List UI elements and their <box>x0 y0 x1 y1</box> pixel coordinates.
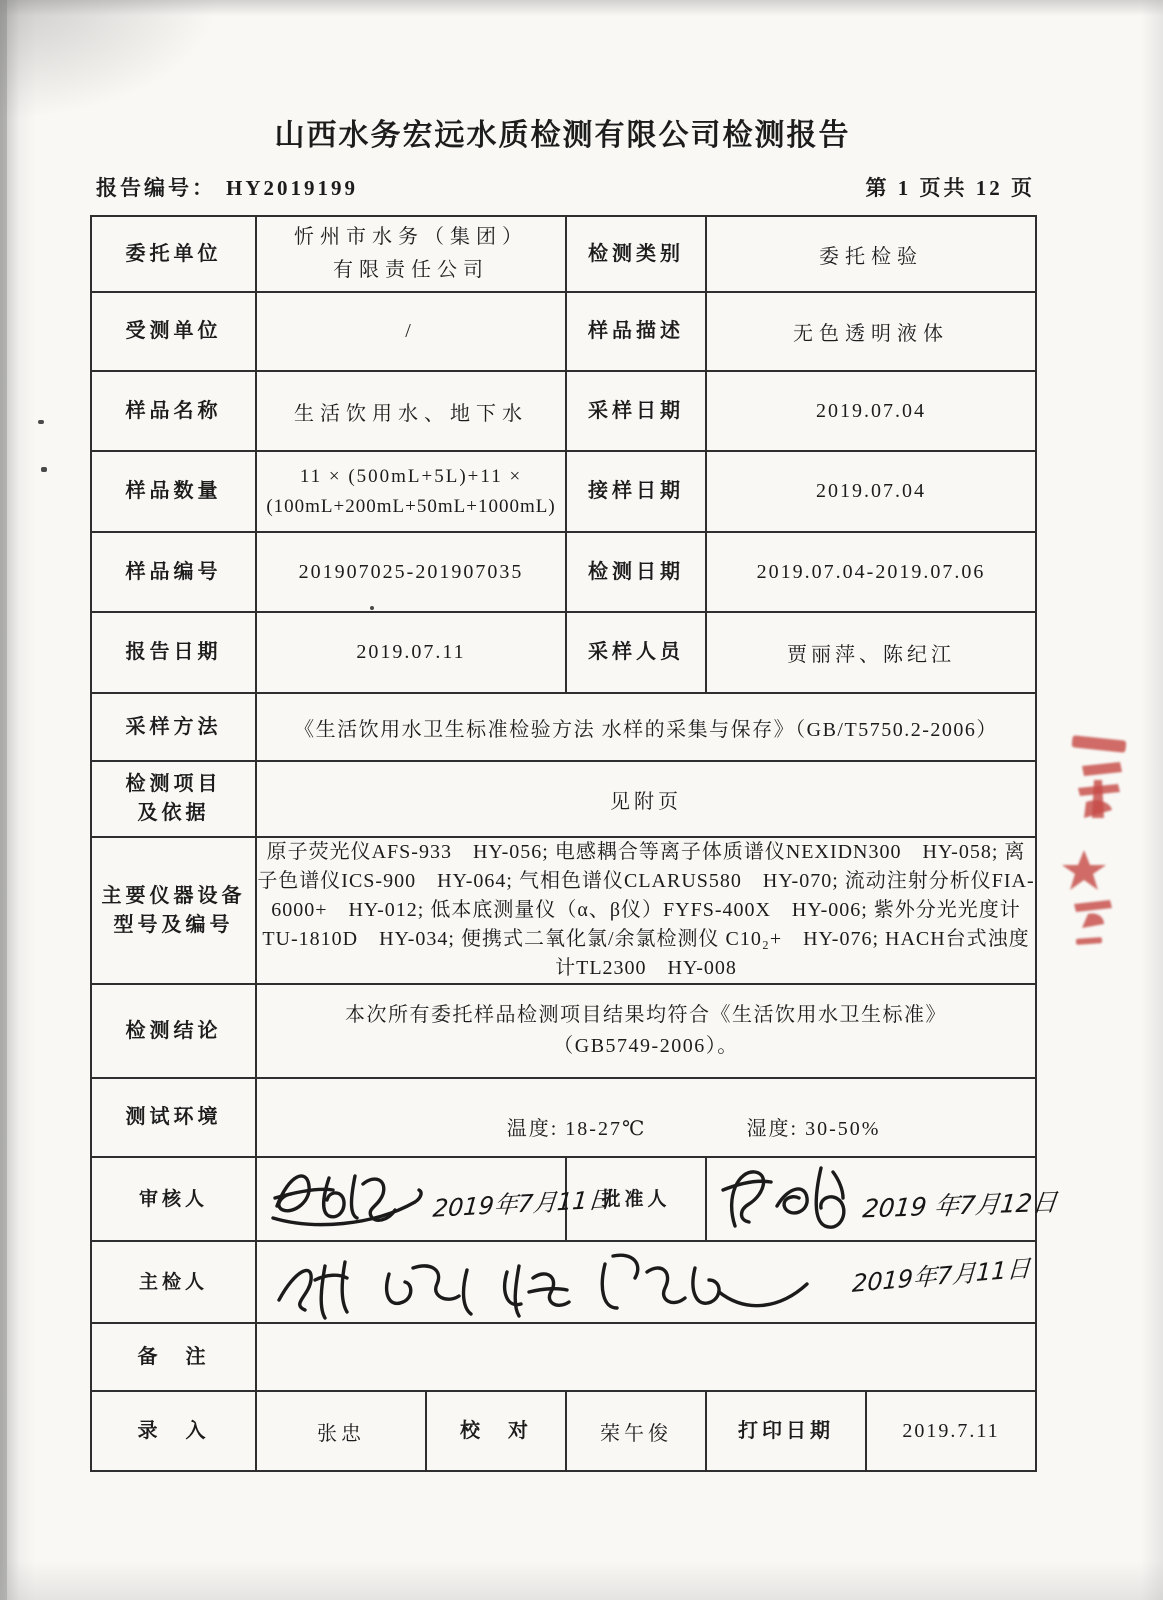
reviewer-date: 2019年7月11日 <box>431 1185 613 1223</box>
receiving-date-value: 2019.07.04 <box>706 451 1036 532</box>
report-date-label: 报告日期 <box>91 612 256 693</box>
humidity-value: 湿度: 30-50% <box>746 1118 881 1140</box>
items-basis-label: 检测项目 及依据 <box>91 761 256 837</box>
table-row <box>91 1391 1036 1471</box>
table-row <box>91 1241 1036 1323</box>
sample-qty-label: 样品数量 <box>91 451 256 532</box>
sampling-method-label: 采样方法 <box>91 693 256 761</box>
environment-label: 测试环境 <box>91 1078 256 1157</box>
proofread-value: 荣午俊 <box>566 1391 706 1471</box>
items-basis-value: 见附页 <box>256 761 1036 837</box>
page-indicator: 第 1 页共 12 页 <box>865 176 1035 200</box>
instruments-value: 原子荧光仪AFS-933 HY-056; 电感耦合等离子体质谱仪NEXIDN300 HY-058; 离子色谱仪ICS-900 HY-064; 气相色谱仪CLARUS580 HY-070; 流动注射分析仪FIA-6000+ HY-012; 低本底测量仪（α、β仪）FYFS-400X HY-006; 紫外分光光度计TU-1810D HY-034; 便携式二氧化氯/余氯检测仪 C10₂+ HY-076; HACH台式浊度计TL2300 HY-008 <box>256 837 1036 984</box>
sampling-date-label: 采样日期 <box>566 371 706 451</box>
report-meta-row <box>96 172 1035 202</box>
scan-shadow-corner <box>0 0 220 120</box>
test-date-label: 检测日期 <box>566 532 706 612</box>
sampling-date-value: 2019.07.04 <box>706 371 1036 451</box>
reviewer-signature-cell <box>256 1157 613 1241</box>
client-label: 委托单位 <box>91 216 256 292</box>
environment-value <box>256 1078 1036 1157</box>
report-number-value: HY2019199 <box>226 176 358 200</box>
official-seal-stamp-fragment <box>1046 722 1163 962</box>
table-row <box>91 761 1036 837</box>
entry-value: 张忠 <box>256 1391 426 1471</box>
sample-name-label: 样品名称 <box>91 371 256 451</box>
chief-inspector-label: 主检人 <box>91 1241 256 1323</box>
sample-desc-value: 无色透明液体 <box>706 292 1036 371</box>
report-date-value: 2019.07.11 <box>256 612 566 693</box>
client-value: 忻州市水务（集团） 有限责任公司 <box>256 216 566 292</box>
table-row <box>91 532 1036 612</box>
scan-shadow-bottom <box>0 1560 1163 1600</box>
conclusion-label: 检测结论 <box>91 984 256 1078</box>
table-row <box>91 451 1036 532</box>
print-date-label: 打印日期 <box>706 1391 866 1471</box>
table-row <box>91 693 1036 761</box>
receiving-date-label: 接样日期 <box>566 451 706 532</box>
temperature-value: 温度: 18-27℃ <box>506 1118 647 1140</box>
table-row <box>91 1078 1036 1157</box>
chief-inspector-signatures <box>261 1240 861 1332</box>
print-date-value: 2019.7.11 <box>866 1391 1036 1471</box>
instruments-label: 主要仪器设备 型号及编号 <box>91 837 256 984</box>
samplers-value: 贾丽萍、陈纪江 <box>706 612 1036 693</box>
sample-desc-label: 样品描述 <box>566 292 706 371</box>
sample-no-value: 201907025-201907035 <box>256 532 566 612</box>
table-row <box>91 371 1036 451</box>
tested-unit-value: / <box>256 292 566 371</box>
page-title: 山西水务宏远水质检测有限公司检测报告 <box>274 119 851 152</box>
report-number-label: 报告编号： <box>96 176 216 200</box>
scan-shadow-left-dark <box>0 0 7 1600</box>
samplers-label: 采样人员 <box>566 612 706 693</box>
sample-name-value: 生活饮用水、地下水 <box>256 371 566 451</box>
report-table <box>90 215 1059 1472</box>
remark-value <box>256 1323 1036 1391</box>
test-type-value: 委托检验 <box>706 216 1036 292</box>
approver-date: 2019 年7月12日 <box>861 1187 1059 1224</box>
sample-qty-value: 11 × (500mL+5L)+11 × (100mL+200mL+50mL+1000mL) <box>256 451 566 532</box>
scan-speck <box>41 467 47 472</box>
table-row <box>91 216 1036 292</box>
table-row <box>91 1323 1036 1391</box>
approver-signature <box>715 1160 865 1242</box>
proofread-label: 校 对 <box>426 1391 566 1471</box>
scan-speck <box>38 420 44 424</box>
chief-inspector-signature-cell <box>256 1241 1036 1323</box>
conclusion-value: 本次所有委托样品检测项目结果均符合《生活饮用水卫生标准》 （GB5749-2006）。 <box>256 984 1036 1078</box>
test-date-value: 2019.07.04-2019.07.06 <box>706 532 1036 612</box>
table-row <box>91 837 1036 984</box>
sampling-method-value: 《生活饮用水卫生标准检验方法 水样的采集与保存》（GB/T5750.2-2006） <box>256 693 1036 761</box>
approver-label: 批准人 <box>566 1157 706 1241</box>
sample-no-label: 样品编号 <box>91 532 256 612</box>
report-number <box>96 172 358 202</box>
reviewer-label: 审核人 <box>91 1157 256 1241</box>
table-row <box>91 1157 1036 1241</box>
table-row <box>91 292 1036 371</box>
table-row <box>91 984 1036 1078</box>
remark-label: 备 注 <box>91 1323 256 1391</box>
seal-star-icon <box>1062 850 1106 890</box>
reviewer-signature <box>263 1162 435 1236</box>
table-row <box>91 612 1036 693</box>
test-type-label: 检测类别 <box>566 216 706 292</box>
approver-signature-cell <box>706 1157 1059 1241</box>
chief-inspector-date: 2019年7月11日 <box>851 1254 1032 1298</box>
tested-unit-label: 受测单位 <box>91 292 256 371</box>
entry-label: 录 入 <box>91 1391 256 1471</box>
